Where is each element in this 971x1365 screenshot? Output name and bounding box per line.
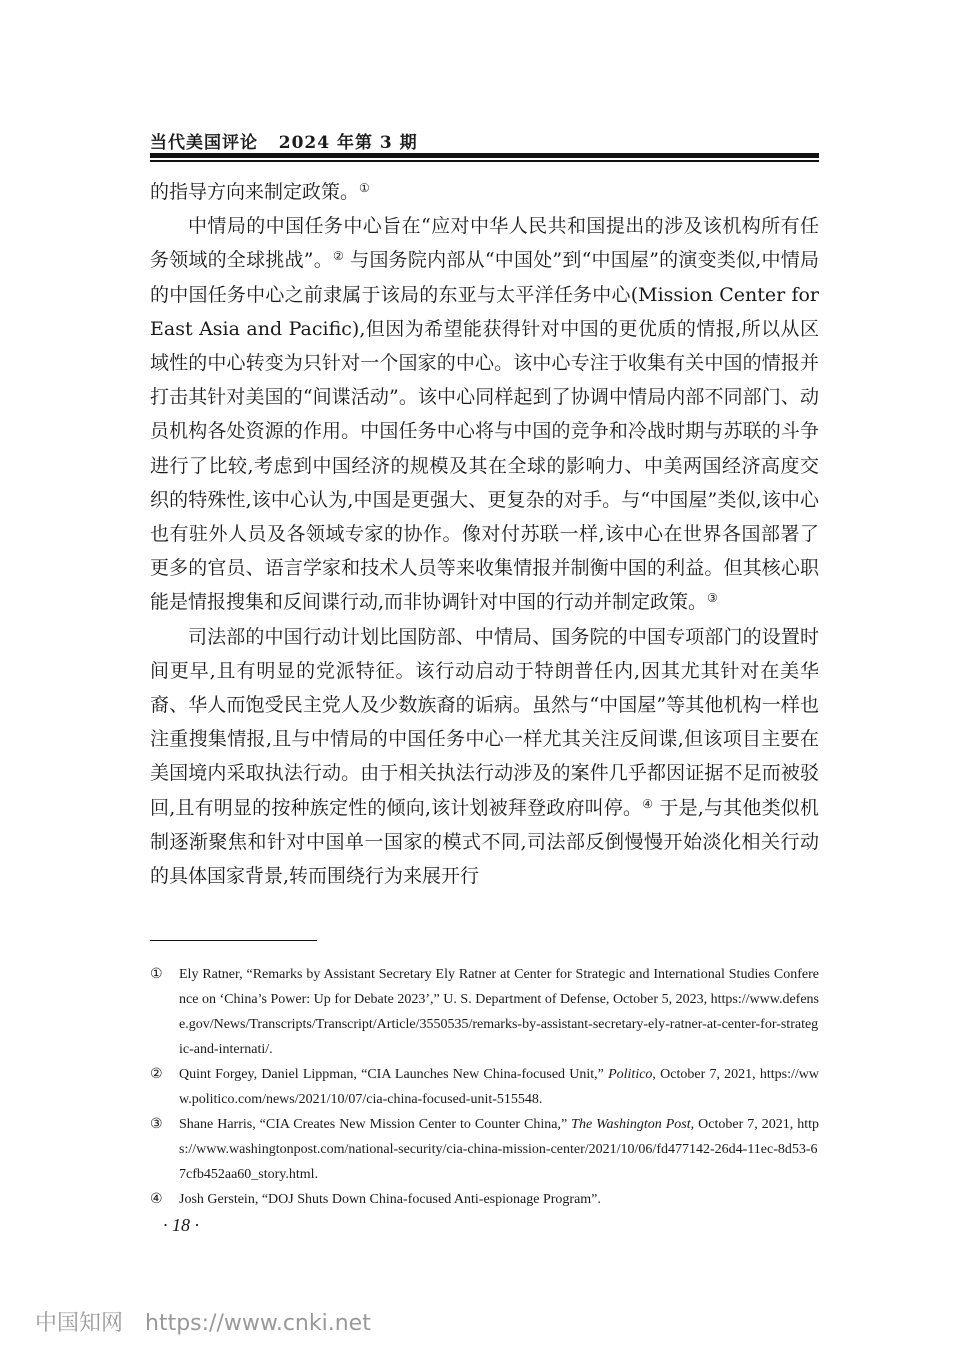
running-header (150, 128, 418, 153)
header-rule-thick (150, 153, 819, 158)
footnote-ref[interactable]: ④ (642, 796, 654, 811)
footnote-ref[interactable]: ① (359, 181, 370, 195)
footnote-separator (150, 940, 317, 941)
watermark-brand: 中国知网 (35, 1311, 124, 1336)
footnote-number: ③ (150, 1117, 163, 1132)
header-rule-thin (150, 160, 819, 162)
citation-date-url[interactable]: , October 7, 2021, https://www.politico.com/news/2021/10/07/cia-china-focused-unit-515548. (179, 1067, 819, 1107)
journal-title: 当代美国评论 (150, 133, 258, 153)
footnote-2 (150, 1062, 819, 1112)
footnote-text: Josh Gerstein, “DOJ Shuts Down China-focused Anti-espionage Program”. (179, 1192, 601, 1207)
footnote-ref[interactable]: ② (332, 249, 344, 264)
paragraph-text: 的指导方向来制定政策。 (150, 181, 360, 203)
page-number: · 18 · (163, 1215, 199, 1235)
citation-publication: Politico (608, 1067, 653, 1082)
footnote-text (179, 1062, 819, 1112)
cnki-watermark (35, 1306, 371, 1337)
citation-author-title: Shane Harris, “CIA Creates New Mission Center to Counter China,” (179, 1117, 572, 1132)
footnote-1 (150, 962, 819, 1062)
body-text (150, 175, 819, 893)
citation-date-url[interactable]: , October 7, 2021, https://www.washingtonpost.com/national-security/cia-china-mission-center/2021/10/06/fd477142-26d4-11ec-8d53-67cfb452aa60_story.html. (179, 1117, 819, 1182)
paragraph-text: 司法部的中国行动计划比国防部、中情局、国务院的中国专项部门的设置时间更早,且有明显的党派特征。该行动启动于特朗普任内,因其尤其针对在美华裔、华人而饱受民主党人及少数族裔的诟病。虽然与“中国屋”等其他机构一样也注重搜集情报,且与中情局的中国任务中心一样尤其关注反间谍,但该项目主要在美国境内采取执法行动。由于相关执法行动涉及的案件几乎都因证据不足而被驳回,且有明显的按种族定性的倾向,该计划被拜登政府叫停。 (150, 625, 819, 819)
issue-label: 2024 年第 3 期 (278, 133, 418, 153)
citation-publication: The Washington Post (571, 1117, 691, 1132)
paragraph-2 (150, 209, 819, 619)
footnote-text: Ely Ratner, “Remarks by Assistant Secretary Ely Ratner at Center for Strategic and International Studies Conference on ‘China’s Power: Up for Debate 2023’,” U. S. Department of Defense, October 5, 2023, https://www.defense.gov/News/Transcripts/Transcript/Article/3550535/remarks-by-assistant-secretary-ely-ratner-at-center-for-strategic-and-internati/. (179, 967, 819, 1057)
footnote-number: ② (150, 1067, 163, 1082)
paragraph-text: 于是,与其他类似机制逐渐聚焦和针对中国单一国家的模式不同,司法部反倒慢慢开始淡化相关行动的具体国家背景,转而围绕行为来展开行 (150, 796, 819, 888)
footnote-4 (150, 1187, 819, 1212)
paragraph-1 (150, 175, 819, 209)
watermark-url[interactable]: https://www.cnki.net (145, 1311, 371, 1336)
footnote-number: ① (150, 967, 163, 982)
footnote-number: ④ (150, 1192, 163, 1207)
paragraph-text: 与国务院内部从“中国处”到“中国屋”的演变类似,中情局的中国任务中心之前隶属于该局的东亚与太平洋任务中心(Mission Center for East Asia and Pacific),但因为希望能获得针对中国的更优质的情报,所以从区域性的中心转变为只针对一个国家的中心。该中心专注于收集有关中国的情报并打击其针对美国的“间谍活动”。该中心同样起到了协调中情局内部不同部门、动员机构各处资源的作用。中国任务中心将与中国的竞争和冷战时期与苏联的斗争进行了比较,考虑到中国经济的规模及其在全球的影响力、中美两国经济高度交织的特殊性,该中心认为,中国是更强大、更复杂的对手。与“中国屋”类似,该中心也有驻外人员及各领域专家的协作。像对付苏联一样,该中心在世界各国部署了更多的官员、语言学家和技术人员等来收集情报并制衡中国的利益。但其核心职能是情报搜集和反间谍行动,而非协调针对中国的行动并制定政策。 (150, 249, 819, 614)
footnote-text (179, 1112, 819, 1187)
citation-author-title: Quint Forgey, Daniel Lippman, “CIA Launches New China-focused Unit,” (179, 1067, 609, 1082)
footnotes (150, 962, 819, 1212)
footnote-ref[interactable]: ③ (707, 591, 718, 606)
footnote-3 (150, 1112, 819, 1187)
paragraph-text: 中情局的中国任务中心旨在“应对中华人民共和国提出的涉及该机构所有任务领域的全球挑战”。 (150, 215, 819, 272)
paragraph-3 (150, 620, 819, 894)
